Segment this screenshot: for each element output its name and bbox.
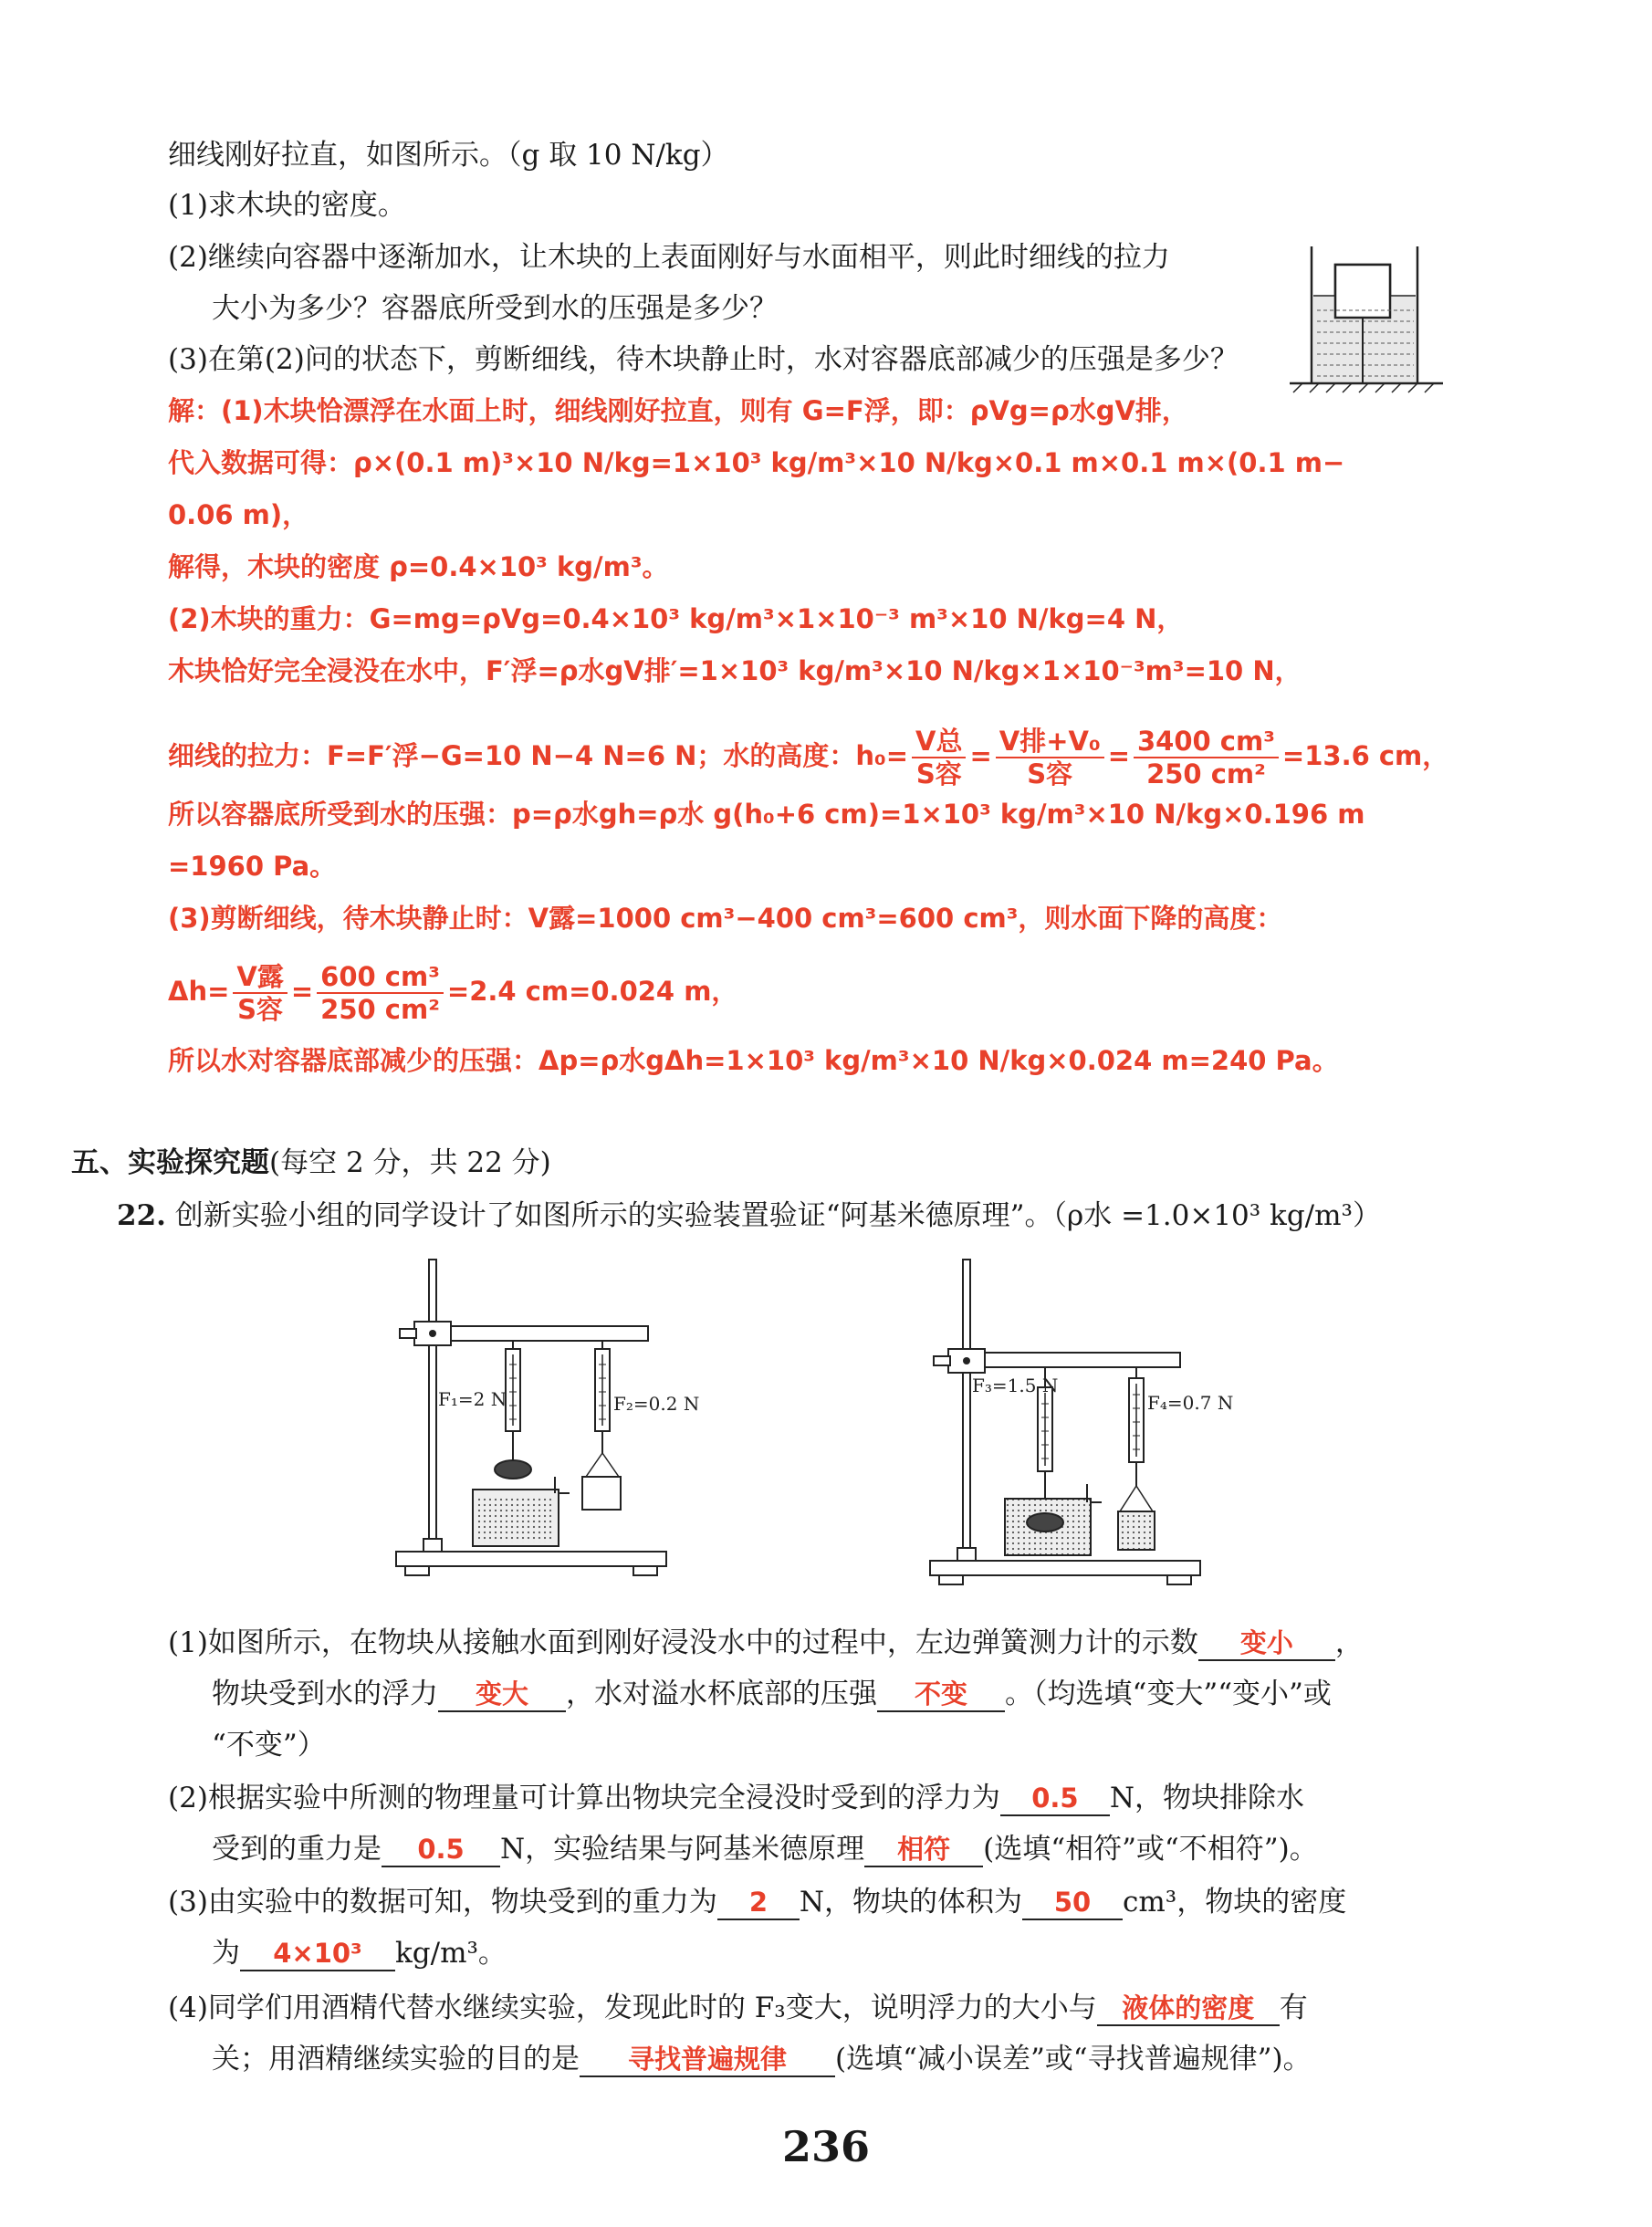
p22-q3-blank1: 2 — [717, 1886, 800, 1920]
section5-note: (每空 2 分，共 22 分) — [269, 1146, 551, 1179]
fraction-denominator: S容 — [915, 758, 962, 789]
p22-q2-text-a: (2)根据实验中所测的物理量可计算出物块完全浸没时受到的浮力为 — [168, 1782, 1000, 1814]
fraction-numerator: 3400 cm³ — [1134, 726, 1279, 758]
solution-line-4: 解得，木块的密度 ρ=0.4×10³ kg/m³。 — [168, 551, 669, 582]
p22-q1-line1 — [168, 1625, 1364, 1661]
p22-q3-text-e: kg/m³。 — [395, 1937, 507, 1970]
solution-line-7-end: =13.6 cm， — [1281, 740, 1449, 771]
fraction-v-sum — [996, 726, 1104, 789]
solution-line-9: =1960 Pa。 — [168, 851, 337, 882]
p22-q1-text-e: 。（均选填“变大”“变小”或 — [1005, 1678, 1332, 1710]
p22-q3-blank3: 4×10³ — [240, 1937, 395, 1971]
problem21-q2-line2: 大小为多少？容器底所受到水的压强是多少？ — [212, 292, 778, 325]
p22-q1-text-a: (1)如图所示，在物块从接触水面到刚好浸没水中的过程中，左边弹簧测力计的示数 — [168, 1626, 1198, 1659]
fraction-v-lu — [233, 961, 287, 1025]
apparatus-right-figure — [917, 1250, 1234, 1597]
solution-line-1: 解：(1)木块恰漂浮在水面上时，细线刚好拉直，则有 G=F浮，即：ρVg=ρ水gV排， — [168, 395, 1188, 426]
p22-q2-text-d: N，实验结果与阿基米德原理 — [500, 1833, 865, 1866]
p22-q1-line3: “不变”） — [212, 1729, 326, 1762]
p22-q2-text-c: 受到的重力是 — [212, 1833, 382, 1866]
p22-q4-line1 — [168, 1990, 1308, 2026]
p22-q2-blank3: 相符 — [864, 1833, 983, 1867]
solution-line-2: 代入数据可得：ρ×(0.1 m)³×10 N/kg=1×10³ kg/m³×10 N/kg×0.1 m×0.1 m×(0.1 m− — [168, 447, 1345, 478]
p22-q1-text-c: 物块受到水的浮力 — [212, 1678, 438, 1710]
fraction-denominator: S容 — [1027, 758, 1073, 789]
p22-q2-text-b: N，物块排除水 — [1109, 1782, 1305, 1814]
solution-line-11-end: =2.4 cm=0.024 m， — [446, 976, 738, 1007]
label-f1: F₁=2 N — [438, 1388, 507, 1410]
p22-q4-line2 — [212, 2041, 1312, 2077]
label-f4: F₄=0.7 N — [1147, 1392, 1234, 1414]
fraction-numerator: V总 — [912, 726, 966, 758]
problem22-number: 22. — [117, 1199, 166, 1232]
p22-q4-blank2: 寻找普遍规律 — [580, 2043, 835, 2077]
solution-line-7: 细线的拉力：F=F′浮−G=10 N−4 N=6 N；水的高度：h₀= $\frac{\text{V总}}{\text{S容}}$ = $\frac{\text{V排+V₀}}{\text{S容}}$ = $\frac{\text{3400 cm³}}{\text{250 cm²}}$ =13.6 cm， — [168, 726, 1449, 789]
page-number: 236 — [781, 2122, 871, 2171]
p22-q1-text-b: ， — [1334, 1626, 1364, 1659]
label-f3: F₃=1.5 N — [972, 1375, 1059, 1396]
p22-q4-text-a: (4)同学们用酒精代替水继续实验，发现此时的 F₃变大，说明浮力的大小与 — [168, 1992, 1097, 2024]
p22-q3-text-d: 为 — [212, 1937, 240, 1970]
p22-q2-blank2: 0.5 — [382, 1833, 500, 1867]
problem21-q1: (1)求木块的密度。 — [168, 189, 406, 222]
solution-line-7-start: 细线的拉力：F=F′浮−G=10 N−4 N=6 N；水的高度：h₀= — [168, 740, 909, 771]
p22-q1-blank2: 变大 — [438, 1678, 566, 1712]
solution-line-3: 0.06 m)， — [168, 499, 309, 530]
p22-q1-blank3: 不变 — [877, 1678, 1005, 1712]
problem21-intro-tail: 细线刚好拉直，如图所示。（g 取 10 N/kg） — [168, 139, 729, 172]
p22-q3-text-c: cm³，物块的密度 — [1123, 1886, 1347, 1919]
p22-q1-line2 — [212, 1676, 1332, 1712]
p22-q2-text-e: (选填“相符”或“不相符”)。 — [983, 1833, 1318, 1866]
fraction-denominator: 250 cm² — [1146, 758, 1266, 789]
p22-q2-line2 — [212, 1831, 1318, 1867]
fraction-numerator: V排+V₀ — [996, 726, 1104, 758]
fraction-3400-250 — [1134, 726, 1279, 789]
solution-line-11: Δh= $\frac{\text{V露}}{\text{S容}}$ = $\frac{\text{600 cm³}}{\text{250 cm²}}$ =2.4 cm=0.024 m， — [168, 961, 738, 1025]
solution-line-8: 所以容器底所受到水的压强：p=ρ水gh=ρ水 g(h₀+6 cm)=1×10³ kg/m³×10 N/kg×0.196 m — [168, 799, 1365, 830]
apparatus-left-figure — [383, 1250, 700, 1597]
container-block-figure — [1282, 237, 1451, 402]
p22-q1-text-d: ，水对溢水杯底部的压强 — [566, 1678, 877, 1710]
p22-q2-line1 — [168, 1780, 1304, 1816]
p22-q4-blank1: 液体的密度 — [1097, 1992, 1280, 2026]
fraction-600-250 — [317, 961, 444, 1025]
p22-q3-line1 — [168, 1884, 1346, 1920]
solution-line-10: (3)剪断细线，待木块静止时：V露=1000 cm³−400 cm³=600 cm³，则水面下降的高度： — [168, 903, 1283, 934]
fraction-numerator: V露 — [233, 961, 287, 994]
p22-q2-blank1: 0.5 — [1000, 1782, 1110, 1816]
section5-heading — [71, 1145, 551, 1181]
p22-q3-text-a: (3)由实验中的数据可知，物块受到的重力为 — [168, 1886, 717, 1919]
fraction-denominator: S容 — [237, 994, 284, 1025]
label-f2: F₂=0.2 N — [613, 1393, 700, 1415]
p22-q4-text-c: 关；用酒精继续实验的目的是 — [212, 2043, 580, 2075]
problem22-stem-text: 创新实验小组的同学设计了如图所示的实验装置验证“阿基米德原理”。（ρ水 =1.0×10³ kg/m³） — [174, 1199, 1381, 1232]
p22-q1-blank1: 变小 — [1198, 1626, 1335, 1661]
p22-q4-text-b: 有 — [1279, 1992, 1308, 2024]
solution-line-5: (2)木块的重力：G=mg=ρVg=0.4×10³ kg/m³×1×10⁻³ m³×10 N/kg=4 N， — [168, 603, 1184, 634]
p22-q3-line2 — [212, 1935, 507, 1971]
fraction-v-total — [912, 726, 966, 789]
problem21-q2-line1: (2)继续向容器中逐渐加水，让木块的上表面刚好与水面相平，则此时细线的拉力 — [168, 241, 1170, 274]
solution-line-6: 木块恰好完全浸没在水中，F′浮=ρ水gV排′=1×10³ kg/m³×10 N/kg×1×10⁻³m³=10 N， — [168, 655, 1302, 686]
p22-q4-text-d: (选填“减小误差”或“寻找普遍规律”)。 — [835, 2043, 1312, 2075]
fraction-denominator: 250 cm² — [320, 994, 440, 1025]
p22-q3-text-b: N，物块的体积为 — [799, 1886, 1023, 1919]
problem21-q3: (3)在第(2)问的状态下，剪断细线，待木块静止时，水对容器底部减少的压强是多少？ — [168, 343, 1239, 376]
solution-line-11-start: Δh= — [168, 976, 230, 1007]
p22-q3-blank2: 50 — [1022, 1886, 1123, 1920]
fraction-numerator: 600 cm³ — [317, 961, 444, 994]
solution-line-12: 所以水对容器底部减少的压强：Δp=ρ水gΔh=1×10³ kg/m³×10 N/kg×0.024 m=240 Pa。 — [168, 1045, 1339, 1076]
section5-title: 五、实验探究题 — [71, 1146, 269, 1179]
problem22-stem — [117, 1197, 1381, 1234]
